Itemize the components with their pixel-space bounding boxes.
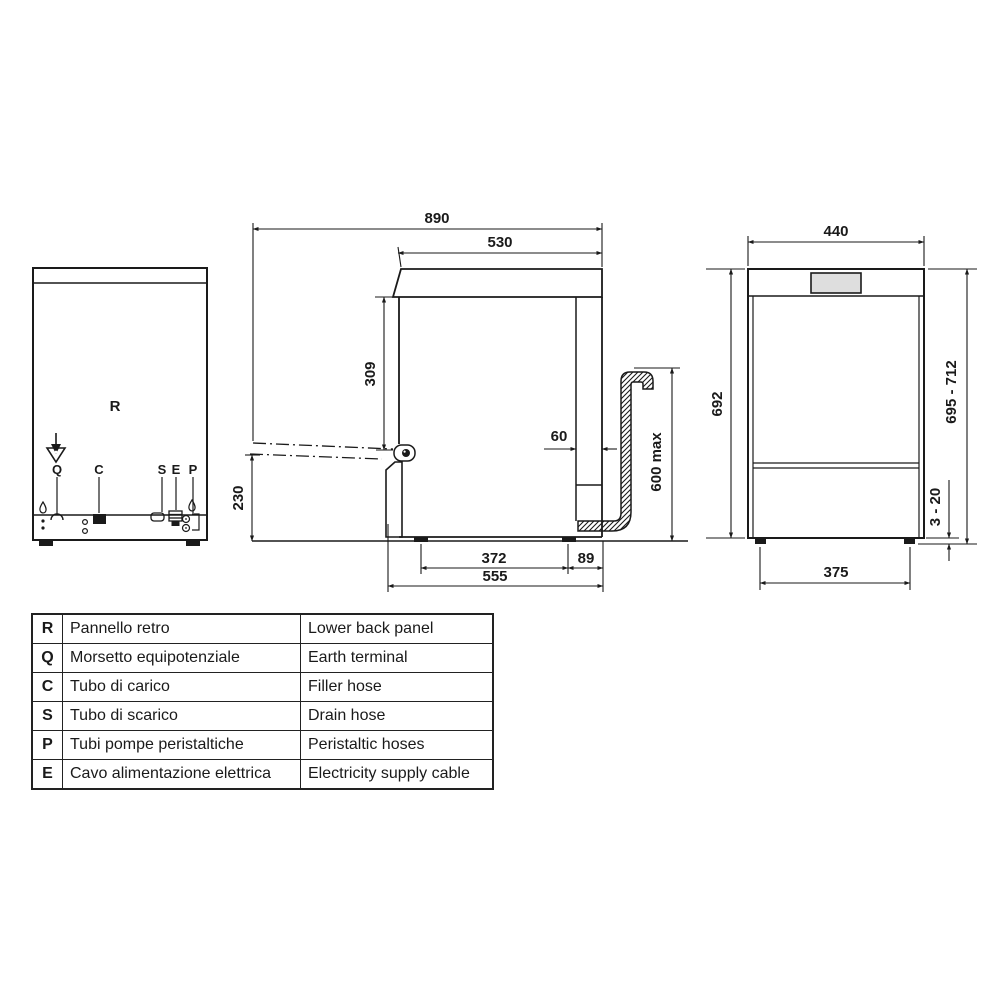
dim-60: 60 (550, 428, 568, 445)
back-panel-label: R (109, 398, 121, 415)
port-leader-lines (57, 477, 193, 514)
front-view (706, 223, 977, 590)
back-foot-right (186, 540, 200, 546)
filler-hose-glyph (93, 514, 106, 524)
legend-english: Filler hose (301, 673, 494, 702)
back-vent-dots (41, 519, 87, 533)
earth-arrow-icon (47, 433, 65, 462)
legend-english: Electricity supply cable (301, 760, 494, 790)
legend-key: S (32, 702, 63, 731)
legend-italian: Morsetto equipotenziale (63, 644, 301, 673)
side-view (230, 210, 688, 592)
door-hinge (394, 445, 415, 461)
drain-hose-glyph (151, 513, 164, 521)
dim-530: 530 (487, 234, 513, 251)
legend-italian: Tubo di carico (63, 673, 301, 702)
port-label-s: S (157, 462, 167, 477)
dim-555: 555 (482, 568, 508, 585)
port-label-q: Q (51, 462, 63, 477)
dim-890: 890 (424, 210, 450, 227)
droplet-icon-left (40, 502, 46, 513)
drain-hose (578, 372, 653, 531)
dim-3-20: 3 - 20 (927, 487, 944, 527)
legend-italian: Pannello retro (63, 614, 301, 644)
dim-372: 372 (481, 550, 507, 567)
supply-cable-glyph (169, 511, 182, 526)
back-view (33, 268, 207, 546)
legend-key: Q (32, 644, 63, 673)
legend-italian: Cavo alimentazione elettrica (63, 760, 301, 790)
legend-row-p (32, 731, 493, 760)
control-display (811, 273, 861, 293)
legend-key: P (32, 731, 63, 760)
legend-key: C (32, 673, 63, 702)
dim-375: 375 (823, 564, 849, 581)
dim-600-max: 600 max (648, 432, 665, 492)
front-cabinet-outline (748, 269, 924, 538)
droplet-icon-right (189, 500, 195, 511)
door-open-phantom (250, 443, 393, 459)
legend-row-s (32, 702, 493, 731)
legend-italian: Tubo di scarico (63, 702, 301, 731)
legend-key: R (32, 614, 63, 644)
dim-695-712: 695 - 712 (943, 360, 960, 424)
legend-english: Lower back panel (301, 614, 494, 644)
front-foot-left (755, 538, 766, 544)
legend-english: Earth terminal (301, 644, 494, 673)
dim-692: 692 (709, 391, 726, 417)
dim-89: 89 (577, 550, 595, 567)
legend-italian: Tubi pompe peristaltiche (63, 731, 301, 760)
port-label-e: E (171, 462, 181, 477)
front-foot-right (904, 538, 915, 544)
legend-row-r (32, 614, 493, 644)
side-top-band (393, 269, 602, 297)
dim-230: 230 (230, 485, 247, 511)
legend-table (31, 613, 494, 790)
legend-row-e (32, 760, 493, 790)
dim-440: 440 (823, 223, 849, 240)
back-foot-left (39, 540, 53, 546)
legend-row-c (32, 673, 493, 702)
port-label-p: P (188, 462, 198, 477)
peristaltic-hoses-glyph (183, 514, 200, 532)
legend-english: Peristaltic hoses (301, 731, 494, 760)
legend-key: E (32, 760, 63, 790)
legend-row-q (32, 644, 493, 673)
dim-309: 309 (362, 361, 379, 387)
port-label-c: C (94, 462, 104, 477)
legend-english: Drain hose (301, 702, 494, 731)
